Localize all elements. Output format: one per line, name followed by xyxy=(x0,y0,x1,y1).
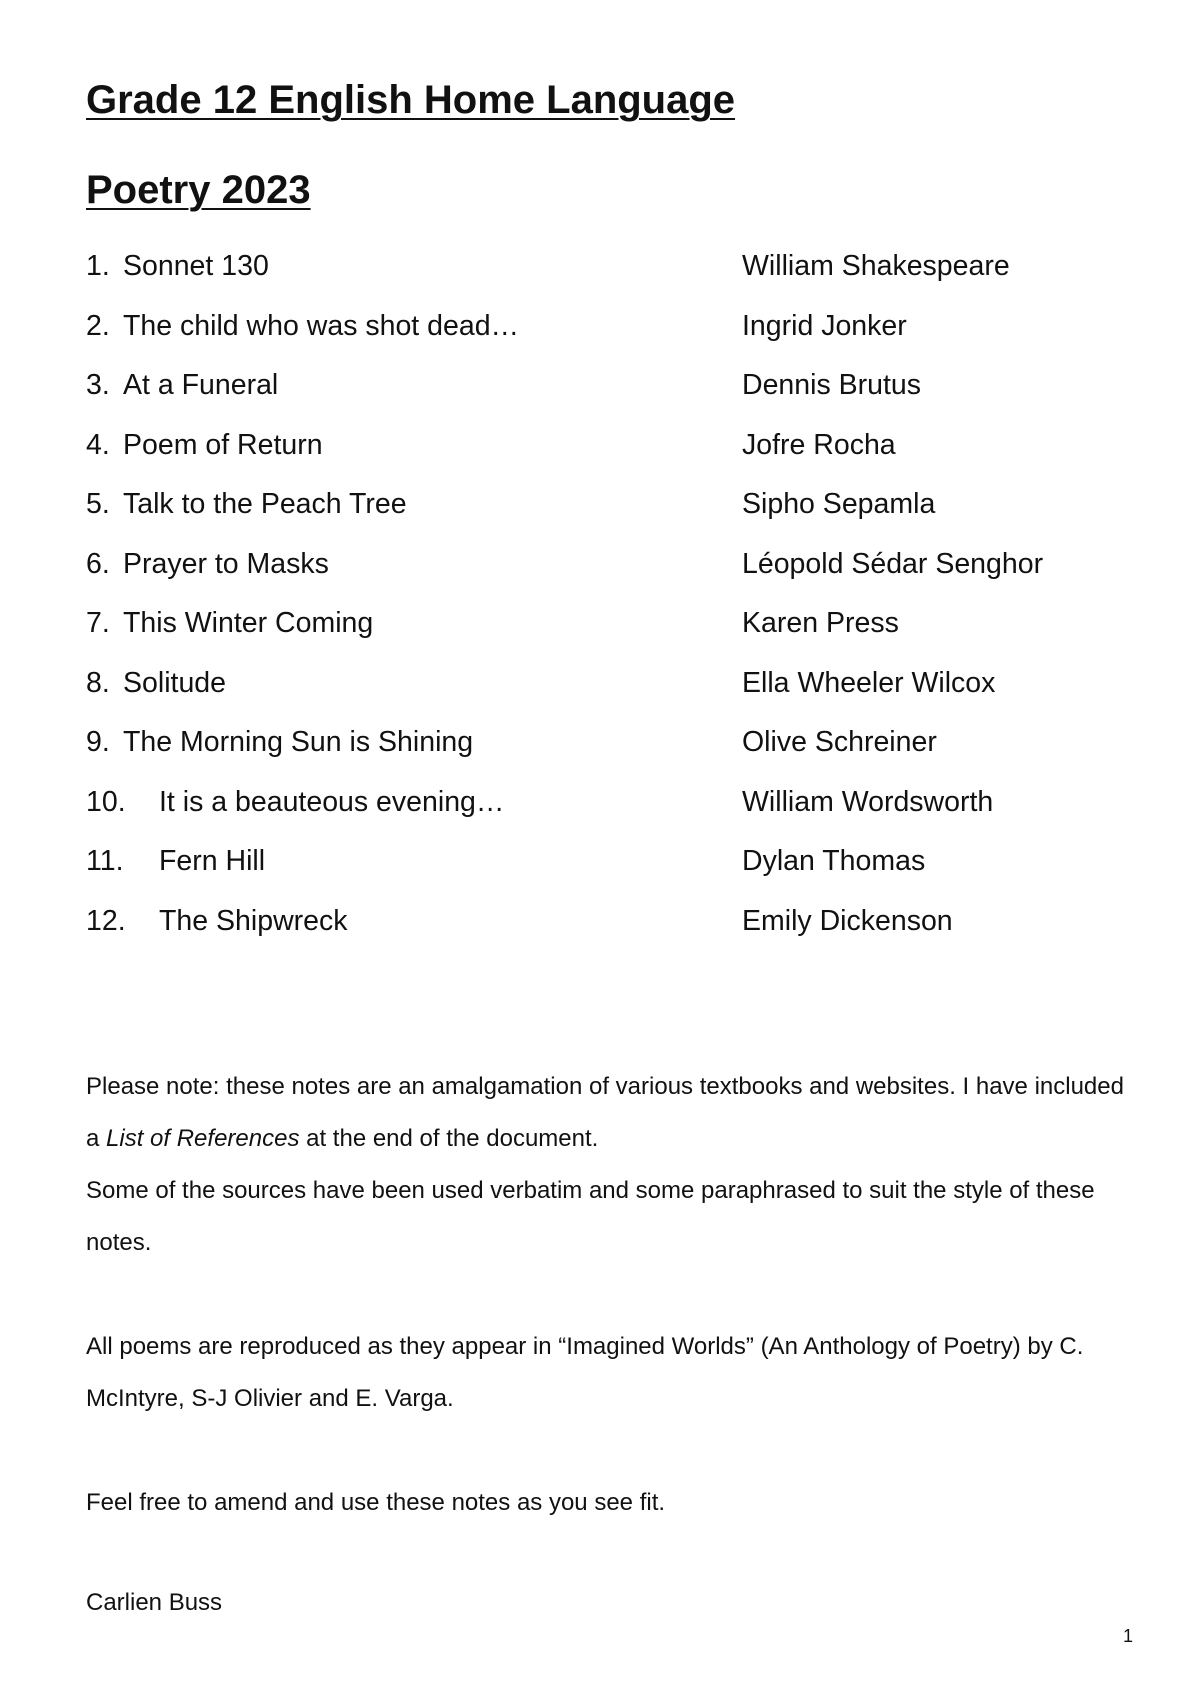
poem-number: 4. xyxy=(86,428,110,461)
poem-number: 5. xyxy=(86,488,110,520)
poem-number: 7. xyxy=(86,607,110,639)
poem-author: Dennis Brutus xyxy=(742,369,922,401)
poem-title: At a Funeral xyxy=(123,369,279,401)
document-title: Grade 12 English Home Language xyxy=(86,78,736,122)
poem-number: 3. xyxy=(86,369,110,401)
poem-author: Karen Press xyxy=(742,607,899,639)
poem-author: Dylan Thomas xyxy=(742,845,926,877)
poem-title: It is a beauteous evening… xyxy=(159,785,505,818)
poem-title: Talk to the Peach Tree xyxy=(123,488,407,520)
poem-title: Fern Hill xyxy=(159,845,266,877)
poem-number: 2. xyxy=(86,309,110,342)
notes-paragraph-permission: Feel free to amend and use these notes as you see fit. xyxy=(86,1489,666,1516)
note-text-part1: Please note: these notes are an amalgamation of various textbooks and websites. I have included a xyxy=(86,1073,1124,1152)
poem-row xyxy=(86,786,1126,846)
poem-row xyxy=(86,488,1126,548)
poem-author: William Wordsworth xyxy=(742,785,994,818)
poem-author: Emily Dickenson xyxy=(742,904,953,937)
poem-author: William Shakespeare xyxy=(742,250,1010,282)
poem-row xyxy=(86,250,1126,310)
page-number: 1 xyxy=(1123,1626,1134,1646)
poem-row xyxy=(86,548,1126,608)
note-text-part2: at the end of the document. xyxy=(299,1125,599,1152)
poem-title: The Shipwreck xyxy=(159,904,348,937)
poem-row xyxy=(86,429,1126,489)
poem-row xyxy=(86,905,1126,965)
notes-paragraph-anthology: All poems are reproduced as they appear in “Imagined Worlds” (An Anthology of Poetry) by C. McIntyre, S-J Olivier and E. Varga. xyxy=(86,1333,1084,1412)
reference-list-title: List of References xyxy=(106,1125,300,1152)
author-signature: Carlien Buss xyxy=(86,1589,223,1616)
poem-author: Ingrid Jonker xyxy=(742,309,907,342)
poem-list xyxy=(86,250,1126,964)
poem-number: 10. xyxy=(86,785,126,818)
poem-title: Sonnet 130 xyxy=(123,250,269,282)
poem-row xyxy=(86,667,1126,727)
poem-author: Jofre Rocha xyxy=(742,428,896,461)
poem-number: 11. xyxy=(86,845,124,877)
notes-paragraph-references xyxy=(86,1061,1126,1269)
document-subtitle: Poetry 2023 xyxy=(86,168,311,212)
poem-title: The child who was shot dead… xyxy=(123,309,520,342)
poem-number: 12. xyxy=(86,904,126,937)
poem-title: Prayer to Masks xyxy=(123,547,329,580)
poem-title: Solitude xyxy=(123,666,226,699)
note-text-sources: Some of the sources have been used verbatim and some paraphrased to suit the style of these notes. xyxy=(86,1177,1095,1256)
poem-number: 6. xyxy=(86,547,110,580)
poem-row xyxy=(86,369,1126,429)
poem-row xyxy=(86,726,1126,786)
poem-number: 8. xyxy=(86,666,110,699)
poem-title: Poem of Return xyxy=(123,428,323,461)
poem-title: The Morning Sun is Shining xyxy=(123,726,474,758)
poem-author: Sipho Sepamla xyxy=(742,488,936,520)
poem-number: 9. xyxy=(86,726,110,758)
poem-number: 1. xyxy=(86,250,110,282)
poem-row xyxy=(86,310,1126,370)
poem-row xyxy=(86,845,1126,905)
poem-title: This Winter Coming xyxy=(123,607,374,639)
poem-author: Olive Schreiner xyxy=(742,726,937,758)
poem-author: Ella Wheeler Wilcox xyxy=(742,666,996,699)
poem-row xyxy=(86,607,1126,667)
poem-author: Léopold Sédar Senghor xyxy=(742,547,1044,580)
